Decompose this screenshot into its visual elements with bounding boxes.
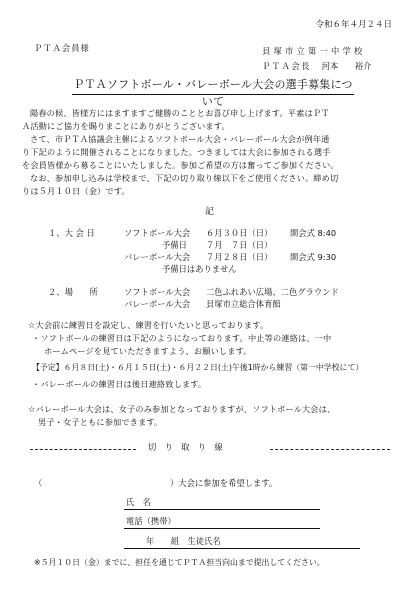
schedule-label-date: １、大 会 日	[48, 228, 95, 238]
body-line: なお、参加申し込みは学校まで、下記の切り取り線以下をご使用ください。締め切	[30, 173, 339, 183]
body-line: りは５月１０日（金）です。	[22, 186, 130, 196]
form-phone-field[interactable]	[124, 528, 320, 529]
cut-line-left	[30, 449, 136, 450]
volleyball-label: バレーボール大会	[124, 252, 191, 262]
yobi-label: 予備日	[162, 240, 187, 250]
form-phone-label: 電話（携帯）	[126, 516, 176, 526]
softball-date: ６月３０日（日）	[206, 228, 273, 238]
place-softball-label: ソフトボール大会	[124, 287, 191, 297]
sender-org: ＰＴＡ会長	[262, 61, 311, 71]
volleyball-open: 開会式 9:30	[290, 252, 337, 262]
body-line: Ａ活動にご協力を賜りまことにありがとうございます。	[22, 121, 230, 131]
place-volleyball-venue: 貝塚市立総合体育館	[206, 299, 281, 309]
form-student-label: 年 組 生徒氏名	[146, 536, 221, 546]
footer-note: ※５月１０日（金）までに、担任を通じてＰＴＡ担当向山まで提出してください。	[34, 558, 325, 567]
body-line: を会員皆様から募ることにいたしました。参加ご希望の方は奮ってご参加ください。	[22, 160, 339, 170]
note-line: ☆バレーボール大会は、女子のみ参加となっておりますが、ソフトボール大会は、	[28, 404, 336, 414]
note-line: 【予定】６月８日(土)・６月１５日(土)・６月２２日(土)午後1時から練習（第一中学校にて）	[32, 363, 364, 372]
form-name-label: 氏 名	[126, 497, 151, 507]
volleyball-date: ７月２８日（日）	[206, 252, 273, 262]
recipient: ＰＴＡ会員様	[34, 43, 90, 53]
note-line: ホームページを見ていただきますよう、お願いします。	[44, 346, 252, 356]
form-paren-open: （	[34, 478, 43, 488]
note-line: ☆大会前に練習日を設定し、練習を行いたいと思っております。	[28, 320, 269, 330]
form-student-field[interactable]	[124, 548, 360, 549]
note-line: 男子・女子ともに参加できます。	[38, 417, 163, 427]
note-line: ・ソフトボールの練習日は下記のようになっております。中止等の連絡は、一中	[32, 333, 332, 343]
softball-open: 開会式 8:40	[290, 228, 337, 238]
school-name: 貝塚市立第一中学校	[262, 46, 366, 56]
ki-heading: 記	[205, 207, 215, 217]
note-line: ・バレーボールの練習日は後日連絡致します。	[32, 379, 207, 389]
body-line: り下記のように開催されることになりました。つきましては大会に参加される選手	[22, 147, 331, 157]
body-line: さて、市ＰＴＡ協議会主催によるソフトボール大会・バレーボール大会が例年通	[30, 134, 330, 144]
sender	[262, 61, 371, 72]
place-softball-venue: 二色ふれあい広場、二色グラウンド	[206, 287, 339, 297]
place-volleyball-label: バレーボール大会	[124, 299, 191, 309]
sender-name: 河本 裕介	[321, 61, 372, 71]
yobi-date: ７月 ７日（日）	[206, 240, 273, 250]
softball-label: ソフトボール大会	[124, 228, 191, 238]
cut-line-right	[270, 449, 390, 450]
volleyball-note: 予備日はありません	[162, 264, 237, 274]
document-title: ＰＴＡソフトボール・バレーボール大会の選手募集について	[73, 78, 353, 108]
form-name-field[interactable]	[124, 509, 320, 510]
document-date: 令和６年４月２４日	[315, 20, 392, 30]
cut-line-label: 切 り 取 り 線	[148, 442, 223, 452]
body-line: 陽春の候、皆様方にはますますご健勝のこととお喜び申し上げます。平素はＰＴ	[30, 108, 330, 118]
schedule-label-place: ２、場 所	[48, 287, 98, 297]
form-participation: ）大会に参加を希望します。	[170, 478, 278, 488]
